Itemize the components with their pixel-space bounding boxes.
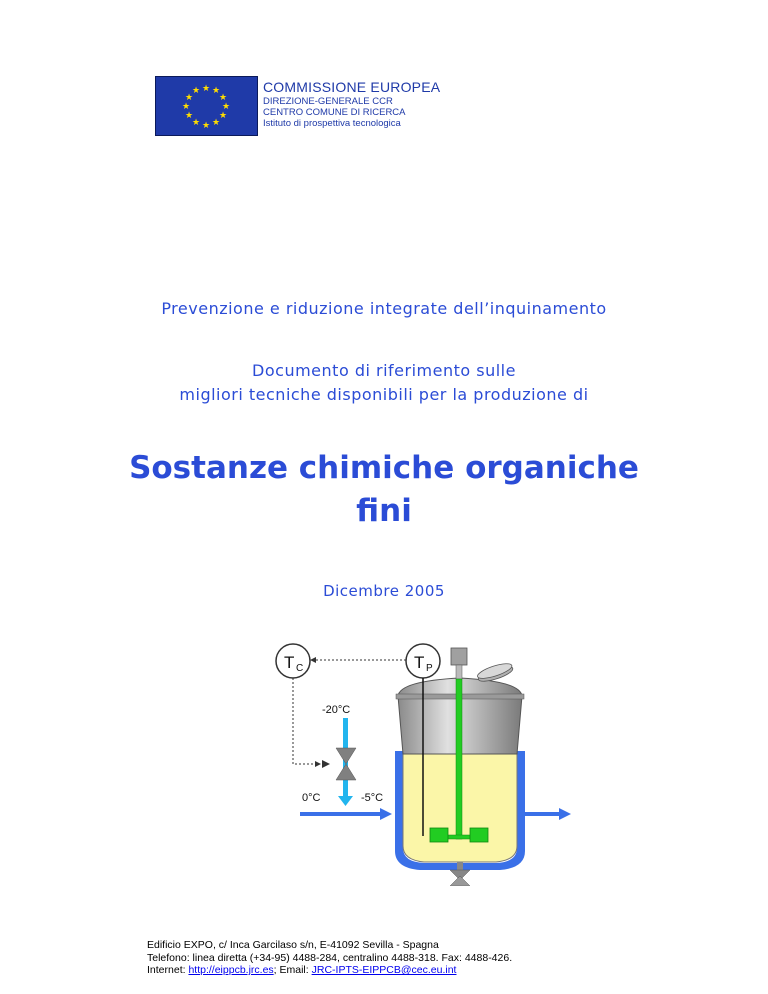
footer-contact — [147, 939, 512, 977]
organization-block — [263, 79, 440, 129]
tc-subscript: C — [296, 663, 304, 674]
svg-text:★: ★ — [184, 111, 194, 121]
coolant-temp-label: -20°C — [322, 704, 351, 716]
control-valve — [322, 748, 356, 780]
svg-text:★: ★ — [191, 118, 201, 128]
svg-text:★: ★ — [191, 86, 201, 96]
agitator-blade-left — [430, 828, 448, 842]
manhole-icon — [476, 661, 514, 684]
coolant-arrow — [338, 796, 353, 806]
footer-phone: Telefono: linea diretta (+34-95) 4488-284, centralino 4488-318. Fax: 4488-426. — [147, 951, 513, 964]
svg-text:★: ★ — [211, 118, 221, 128]
svg-text:★: ★ — [181, 102, 191, 112]
water-feed-arrow — [380, 808, 392, 820]
tc-label: T — [284, 653, 295, 672]
main-title — [0, 447, 768, 533]
footer-address: Edificio EXPO, c/ Inca Garcilaso s/n, E-41092 Sevilla - Spagna — [147, 939, 439, 951]
svg-text:★: ★ — [221, 102, 231, 112]
water-temp-label: 0°C — [302, 792, 321, 804]
document-subtitle-line-1: Documento di riferimento sulle — [252, 361, 516, 380]
jacket-outlet-pipe — [525, 812, 561, 816]
eu-flag-icon — [155, 76, 258, 136]
footer-internet: Internet: http://eippcb.jrc.es; Email: JRC-IPTS-EIPPCB@cec.eu.int — [147, 964, 457, 976]
svg-text:★: ★ — [184, 93, 194, 103]
svg-text:★: ★ — [218, 111, 228, 121]
jacket-outlet-arrow — [559, 808, 571, 820]
reactor-diagram — [260, 636, 580, 886]
temperature-probe — [406, 644, 440, 678]
water-feed-pipe — [300, 812, 382, 816]
document-subtitle-line-2: migliori tecniche disponibili per la produzione di — [179, 385, 589, 404]
svg-text:★: ★ — [201, 121, 211, 131]
agitator-motor-icon — [451, 648, 467, 665]
main-title-line-1: Sostanze chimiche organiche — [129, 450, 639, 486]
research-centre-line: CENTRO COMUNE DI RICERCA — [263, 107, 406, 118]
publication-date: Dicembre 2005 — [323, 582, 445, 600]
directorate-line: DIREZIONE-GENERALE CCR — [263, 96, 393, 107]
email-link[interactable]: JRC-IPTS-EIPPCB@cec.eu.int — [311, 964, 457, 976]
svg-text:★: ★ — [211, 86, 221, 96]
series-title: Prevenzione e riduzione integrate dell’inquinamento — [161, 299, 607, 318]
tp-subscript: P — [426, 663, 433, 674]
tp-label: T — [414, 653, 425, 672]
organization-name: COMMISSIONE EUROPEA — [263, 79, 441, 95]
signal-line-valve — [293, 678, 320, 764]
mixed-temp-label: -5°C — [361, 792, 384, 804]
temperature-controller — [276, 644, 310, 678]
main-title-line-2: fini — [356, 493, 412, 529]
agitator-shaft — [456, 679, 462, 839]
svg-text:★: ★ — [201, 84, 211, 94]
institute-line: Istituto di prospettiva tecnologica — [263, 118, 401, 129]
document-subtitle — [0, 359, 768, 407]
website-link[interactable]: http://eippcb.jrc.es — [188, 964, 274, 976]
agitator-blade-right — [470, 828, 488, 842]
svg-text:★: ★ — [218, 93, 228, 103]
